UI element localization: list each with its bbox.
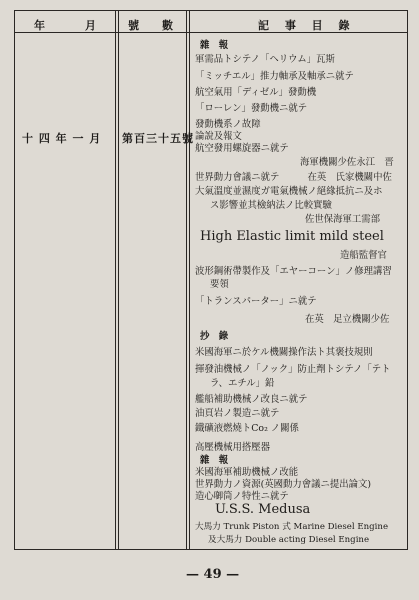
column-divider-1b [118,10,119,550]
contents-line: ラ、エチル」鉛 [210,378,275,389]
contents-line: 揮發油機械ノ「ノック」防止劑トシテノ「テト [195,364,391,375]
contents-line: 大氣溫度並濕度ガ電氣機械ノ絕緣抵抗ニ及ホ [195,186,383,197]
contents-line: 論說及報文 [195,131,242,142]
contents-line: 發動機系ノ故障 [195,119,261,130]
contents-line: 波形鋼術帶製作及「エヤーコーン」ノ修理講習 [195,266,392,277]
contents-line: 高壓機械用搭壓器 [195,442,271,453]
header-issue: 號 數 [128,19,179,32]
header-contents: 記 事 目 錄 [258,19,356,32]
contents-line-english: 及大馬力 Double acting Diesel Engine [208,535,370,545]
author-line: 造船監督官 [340,250,387,261]
right-border [407,10,408,550]
contents-line: 航空氣用「ディゼル」發動機 [195,87,317,98]
page-number: — 49 — [186,567,240,582]
top-border [14,10,408,11]
issue-date: 十 四 年 一 月 [22,132,102,145]
issue-number: 第百三十五號 [122,132,194,145]
contents-line: 「ミッチエル」推力軸承及軸承ニ就テ [195,71,354,82]
section-heading: 雜 報 [200,40,229,51]
column-divider-2b [189,10,190,550]
contents-line: 要領 [210,279,229,290]
author-line: 佐世保海軍工需部 [305,214,381,225]
column-divider-1 [115,10,116,550]
section-heading: 雜 報 [200,455,229,466]
contents-line: 世界動力ノ資源(英國動力會議ニ提出論文) [195,479,372,490]
contents-line: 油頁岩ノ製造ニ就テ [195,408,280,419]
contents-line: 航空發用螺旋器ニ就テ [195,143,289,154]
contents-line: 鐵礦液燃燒トCo₂ ノ關係 [195,423,299,434]
header-year-month: 年 月 [34,19,102,32]
contents-line: 造心啣筒ノ特性ニ就テ [195,491,289,502]
contents-line: 「ローレン」發動機ニ就テ [195,103,308,114]
contents-line-english: High Elastic limit mild steel [200,229,384,244]
contents-line: 米國海軍補助機械ノ改能 [195,467,299,478]
section-heading: 抄 錄 [200,331,229,342]
contents-line: 世界動力會議ニ就テ 在英 氏家機關中佐 [195,172,392,183]
author-line: 海軍機關少佐永江 晋 [300,157,394,168]
contents-line: 軍需品トシテノ「ヘリウム」瓦斯 [195,54,335,65]
contents-line: 米國海軍ニ於ケル機關操作法ト其褒技規則 [195,347,373,358]
contents-line-english: 大馬力 Trunk Piston 式 Marine Diesel Engine [195,522,389,532]
column-divider-2 [186,10,187,550]
contents-line: 「トランスパーター」ニ就テ [195,296,317,307]
left-border [14,10,15,550]
bottom-border [14,549,408,550]
contents-line: ス影響並其檢納法ノ比較實驗 [210,200,332,211]
contents-line-english: U.S.S. Medusa [215,502,311,517]
contents-line: 艦船補助機械ノ改良ニ就テ [195,394,308,405]
author-line: 在英 足立機關少佐 [305,314,390,325]
